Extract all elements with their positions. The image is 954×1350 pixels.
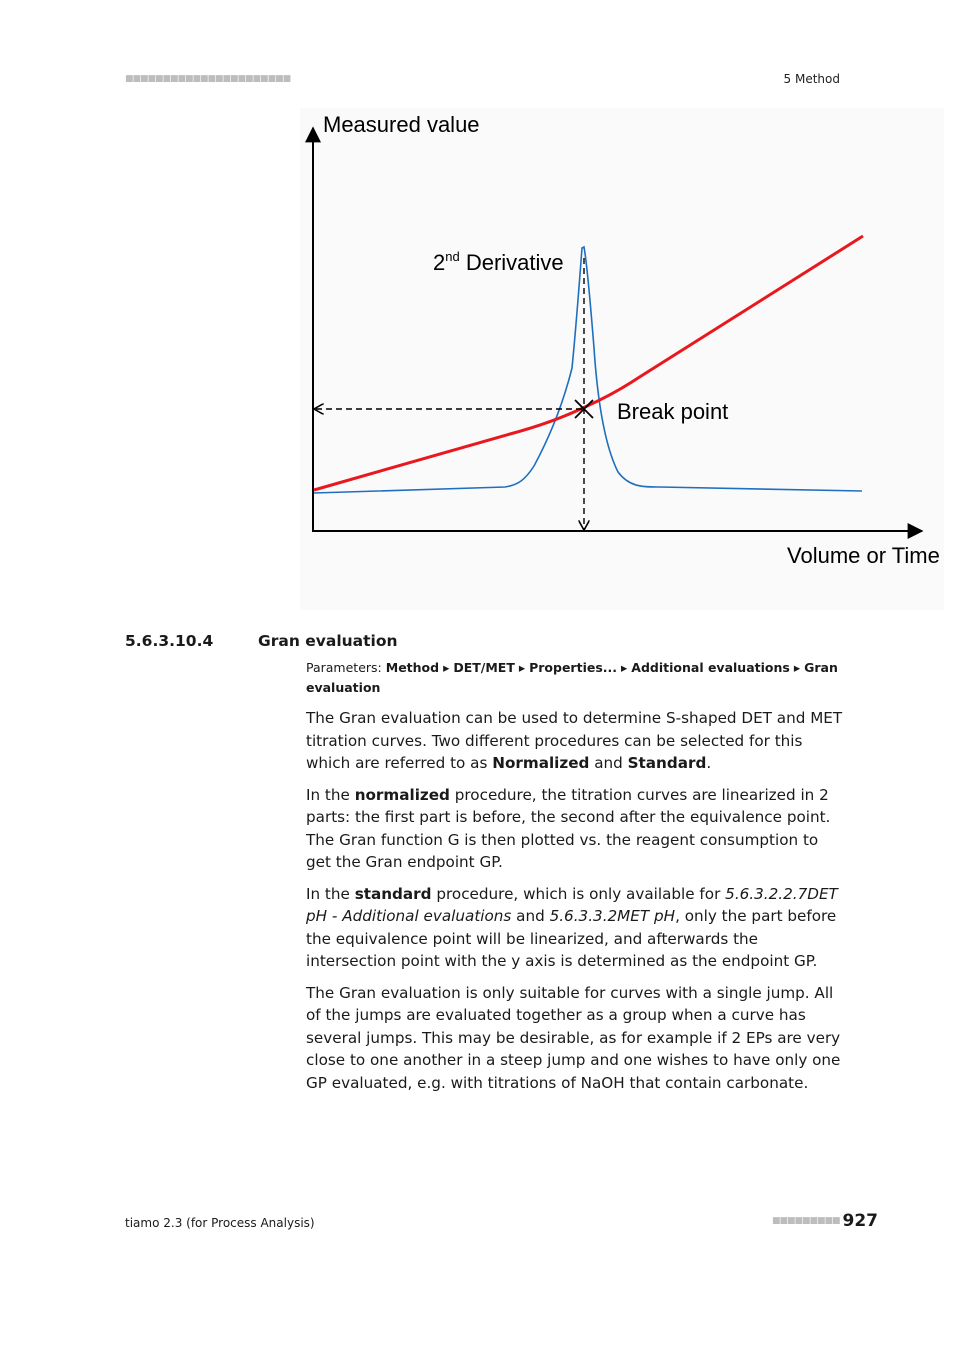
- path-separator-icon: ▸: [518, 660, 526, 675]
- text-run: The Gran evaluation can be used to determine S-shaped DET and MET titration curves. Two different procedures can be selected for this which are referred to as: [306, 709, 843, 772]
- text-run: and: [511, 907, 550, 925]
- cross-reference-link[interactable]: 5.6.3.2.2.7DET pH - Additional evaluations: [306, 884, 838, 925]
- term-normalized: normalized: [354, 785, 450, 804]
- header-decoration: ■■■■■■■■■■■■■■■■■■■■■■: [125, 74, 291, 84]
- paragraph-suitability: [306, 982, 846, 1095]
- text-run: .: [706, 754, 712, 772]
- derivative-label-base: 2: [433, 250, 446, 275]
- y-axis-label: Measured value: [323, 112, 480, 137]
- parameters-path: [306, 658, 846, 698]
- break-point-label: Break point: [617, 399, 729, 424]
- footer-doc-title: tiamo 2.3 (for Process Analysis): [125, 1216, 315, 1230]
- measured-value-curve: [314, 236, 863, 490]
- text-run: and: [589, 754, 628, 772]
- paragraph-standard: [306, 883, 846, 973]
- path-separator-icon: ▸: [443, 660, 450, 675]
- paragraph-normalized: [306, 784, 846, 874]
- term-standard: standard: [354, 884, 432, 903]
- path-item-properties: Properties...: [529, 660, 618, 675]
- cross-reference-link[interactable]: 5.6.3.3.2MET pH: [549, 907, 676, 925]
- chapter-title: 5 Method: [783, 72, 840, 86]
- second-derivative-curve: [314, 247, 862, 493]
- derivative-label: [433, 249, 564, 275]
- term-normalized: Normalized: [492, 754, 590, 772]
- path-item-det-met: DET/MET: [453, 660, 515, 675]
- section-body: [306, 658, 846, 1103]
- path-item-additional-evaluations: Additional evaluations: [631, 660, 790, 675]
- parameters-prefix: Parameters:: [306, 660, 382, 675]
- term-standard: Standard: [627, 754, 707, 772]
- path-separator-icon: ▸: [621, 660, 628, 675]
- derivative-label-sup: nd: [445, 249, 460, 264]
- derivative-label-rest: Derivative: [459, 250, 564, 275]
- paragraph-intro: [306, 707, 846, 775]
- text-run: In the: [306, 785, 355, 804]
- section-title: Gran evaluation: [258, 632, 398, 650]
- text-run: The Gran evaluation is only suitable for curves with a single jump. All of the jumps are evaluated together as a group when a curve has several jumps. This may be desirable, as for example if 2 EPs are very close to one another in a steep jump and one wishes to have only one GP evaluated, e.g. with titrations of NaOH that contain carbonate.: [306, 983, 841, 1092]
- text-run: In the: [306, 884, 355, 903]
- gran-figure: [300, 108, 944, 610]
- section-number: 5.6.3.10.4: [125, 632, 214, 650]
- path-separator-icon: ▸: [793, 660, 801, 675]
- x-axis-label: Volume or Time: [787, 543, 940, 568]
- page-number: 927: [842, 1211, 878, 1231]
- text-run: procedure, which is only available for: [431, 884, 726, 903]
- gran-diagram: [300, 108, 944, 610]
- text-run: , only the part before the equivalence point will be linearized, and afterwards the intersection point with the y axis is determined as the endpoint GP.: [306, 907, 837, 970]
- path-item-gran-evaluation: Gran evaluation: [306, 660, 838, 695]
- text-run: procedure, the titration curves are linearized in 2 parts: the first part is before, the second after the equivalence point. The Gran function G is then plotted vs. the reagent consumption to get the Gran endpoint GP.: [306, 785, 831, 871]
- footer-decoration: ■■■■■■■■■: [772, 1216, 840, 1226]
- path-item-method: Method: [385, 660, 440, 675]
